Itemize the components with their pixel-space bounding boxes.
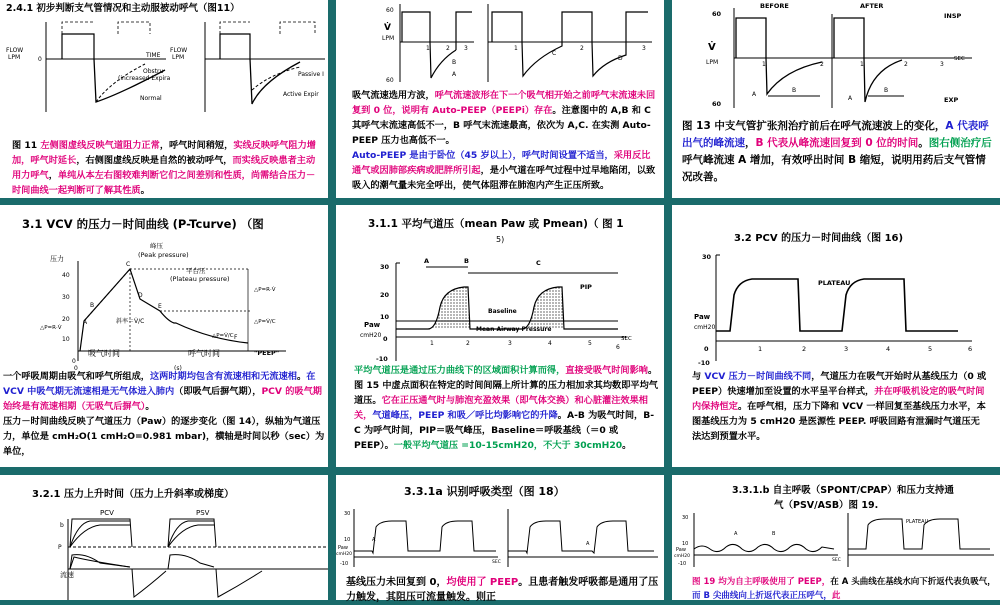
slide-title-line2: 气（PSV/ASB）图 19. [774,500,879,511]
chart-label: 峰压 [150,242,163,250]
axis-label: TIME [146,52,161,59]
point-label: C [552,50,557,57]
slide-title: 3.2.1 压力上升时间（压力上升斜率或梯度） [32,489,234,500]
chart-label: △P=R·V̇ [254,287,276,293]
axis-label: 30 [380,263,390,271]
axis-label: 30 [702,253,712,261]
axis-label: 流速 [60,571,74,579]
point-label: B [452,59,457,66]
axis-label: 3 [940,61,944,68]
caption: 图 19 均为自主呼吸使用了 PEEP，在 A 头曲线在基线水向下折返代表负吸气，而 B 尖曲线向上折返代表正压呼气，此 [692,577,996,601]
point-label: B [90,302,95,309]
curve-label: Active Expir [283,91,319,98]
axis-label: FLOW [6,47,24,54]
axis-label: 1 [514,45,518,52]
axis-label: LPM [706,59,719,66]
axis-label: Paw [338,545,348,551]
point-label: A [752,91,757,98]
slide-title: 3.1.1 平均气道压（mean Paw 或 Pmean)（ 图 1 [368,218,624,230]
chart-label: (Peak pressure) [138,251,189,259]
point-label: B [464,257,469,265]
chart-label: AFTER [860,2,884,10]
axis-label: Paw [694,313,711,321]
chart-label: Mean Airway Pressure [476,326,552,333]
axis-label: cmH20 [360,332,382,339]
axis-label: 4 [886,345,891,353]
spont-psv-chart [672,511,1000,569]
paragraph: 平均气道压是通过压力曲线下的区域面积计算而得，直接受吸气时间影响。图 15 中虚点面积在特定的时间间隔上所计算的压力相加求其均数即平均气道压。它在正压通气时与肺泡充盈效果（即气体交换）和心脏灌注效果相关，气道峰压，PEEP 和吸／呼比均影响它的升降。A-B 为吸气时间，B-C 为呼气时间，PIP＝吸气峰压，Baseline＝呼吸基线（＝0 或 PEEP）。一般平均气道压 =10-15cmH20，不大于 30cmH20。 [354,365,658,451]
chart-label: 平台压 [186,267,206,275]
point-label: B [884,87,889,94]
point-label: D [618,55,623,62]
point-label: C [126,261,131,268]
axis-label: 3 [642,45,646,52]
axis-label: 30 [682,515,689,521]
slide-mean-paw [336,205,664,467]
axis-label: 1 [426,45,430,52]
axis-label: cmH20 [336,552,352,557]
axis-label: 6 [616,344,620,351]
chart-label: "PEEP" [254,349,280,357]
axis-label: 3 [464,45,468,52]
paragraph: 基线压力未回复到 0，均使用了 PEEP。且患者触发呼吸都是通用了压力触发，其阻压可流量触发。则正 [346,577,659,603]
axis-label: 40 [62,272,70,279]
pcv-pressure-chart [672,247,1000,367]
chart-label: △P=R·V̇ [40,325,62,331]
paragraph: 与 VCV 压力－时间曲线不同，气道压力在吸气开始时从基线压力（0 或 PEEP）快速增加至设置的水平呈平台样式，并在呼吸机设定的吸气时间内保持恒定。在呼气相，压力下降和 VCV 一样回复至基线压力水平，本图基线压力为 5 cmH20 是医源性 PEEP. 呼吸回路有泄漏时气道压无法达到预置水平。 [692,371,987,442]
point-label: A [83,319,88,326]
axis-label: 0 [38,56,42,63]
axis-label: 3 [844,345,849,353]
axis-label: Paw [364,321,381,329]
curve-label: Normal [140,95,162,102]
axis-label: 10 [62,336,70,343]
chart-label: EXP [944,96,959,104]
axis-label: 5 [588,340,592,347]
axis-label: 2 [580,45,584,52]
chart-label: PIP [580,283,592,291]
chart-label: INSP [944,12,962,20]
axis-label: 60 [712,10,722,18]
axis-label: LPM [172,54,185,61]
chart-label: PCV [100,509,114,517]
slide-title: 2.4.1 初步判断支气管情况和主动服被动呼气（图11） [6,3,240,14]
point-label: A [586,541,590,547]
point-label: C [536,259,541,267]
slide-vcv-pressure [0,205,328,467]
slide-title: 3.3.1a 识别呼吸类型（图 18） [404,485,565,498]
axis-label: 60 [386,77,394,84]
axis-label: 1 [762,61,766,68]
axis-label: 0 [74,365,78,372]
axis-label: SEC [492,560,501,565]
axis-label: Paw [676,547,686,553]
point-label: A [848,95,853,102]
flow-time-chart [0,12,328,117]
axis-label: 0 [72,358,76,365]
point-label: F [234,334,238,341]
paragraph: 一个呼吸周期由吸气和呼气所组成，这两时期均包含有流速相和无流速相。在 VCV 中吸气期无流速相是无气体进入肺内（即吸气后摒气期），PCV 的吸气期始终是有流速相期（无吸气后摒气）。 压力－时间曲线反映了气道压力（Paw）的逐步变化（图 14），纵轴为气道压力，单位是 cmH₂O(1 cmH₂O=0.981 mbar)，横轴是时间以秒（sec）为单位， [3,371,325,457]
breath-type-chart [336,505,664,575]
axis-label: V̇ [708,42,716,53]
axis-label: 20 [62,316,70,323]
chart-label: PLATEAU [906,519,929,525]
slide-pcv-pressure [672,205,1000,467]
axis-label: SEC [832,558,841,563]
point-label: D [138,292,143,299]
axis-label: 2 [446,45,450,52]
auto-peep-chart [336,0,664,88]
curve-label: Obstru [143,68,164,75]
axis-label: 压力 [50,255,64,263]
chart-label: 斜率＝V̇/C [116,318,145,325]
axis-label: 20 [380,291,390,299]
axis-label: cmH20 [694,324,716,331]
axis-label: LPM [382,35,395,42]
axis-label: (s) [174,365,182,372]
point-label: B [792,87,797,94]
axis-label: P [58,544,62,551]
axis-label: 1 [758,345,763,353]
axis-label: 2 [466,340,470,347]
axis-label: 3 [508,340,512,347]
axis-label: 0 [704,345,709,353]
axis-label: -10 [698,359,710,367]
point-label: E [158,303,162,310]
axis-label: 2 [802,345,807,353]
axis-label: 2 [820,61,824,68]
slide-bronchodilator [672,0,1000,198]
caption: 图 11 左侧图虚线反映气道阻力正常，呼气时间稍短，实线反映呼气阻力增加，呼气时延长，右侧图虚线反映是自然的被动呼气，而实线反映患者主动用力呼气，单纯从本左右图较难判断它们之间差别和性质，尚需结合压力－时间曲线一起判断可了解其性质。 [12,140,316,196]
axis-label: 2 [904,61,908,68]
point-label: A [734,531,738,537]
axis-label: 6 [968,345,973,353]
axis-label: 60 [712,100,722,108]
chart-label: △P=V̇/C [254,319,276,325]
insp-time-label: 吸气时间 [88,349,120,358]
point-label: A [452,71,457,78]
slide-breath-type [336,475,664,603]
axis-label: cmH20 [674,554,690,559]
axis-label: V̇ [384,23,391,33]
slide-auto-peep [336,0,664,198]
vcv-pressure-chart [40,241,290,372]
slide-flow-time [0,0,328,198]
caption: 图 13 中支气管扩张剂治疗前后在呼气流速波上的变化，A 代表呼出气的峰流速，B 代表从峰流速回复到 0 位的时间。图右侧治疗后呼气峰流速 A 增加，有效呼出时间 B 缩短，说明用药后支气管情况改善。 [682,120,992,183]
slide-spont-psv [672,475,1000,600]
axis-label: 10 [682,541,689,547]
axis-label: FLOW [170,47,188,54]
rise-time-chart [0,505,328,600]
axis-label: -10 [340,561,349,567]
axis-label: -10 [376,355,388,363]
axis-label: 5 [928,345,933,353]
chart-label: △P=V̇/C [212,333,234,339]
axis-label: 1 [430,340,434,347]
axis-label: -10 [678,561,687,567]
axis-label: SEC [621,336,632,342]
slide-title: 3.1 VCV 的压力－时间曲线 (P-Tcurve) （图 [22,217,264,231]
chart-label: PLATEAU [818,279,851,287]
axis-label: SEC [954,56,965,62]
paragraph: 吸气流速选用方波，呼气流速波形在下一个吸气相开始之前呼气末流速未回复到 0 位，说明有 Auto-PEEP（PEEPi）存在。注意图中的 A,B 和 C 其呼气末流速高低不一，B 呼气末流速最高，依次为 A,C. 在实测 Auto-PEEP 压力也高低不一。 Auto-PEEP 是由于卧位（45 岁以上），呼气时间设置不适当，采用反比通气或因肺部疾病或肥胖所引起，是小气道在呼气过程中过早地陷闭，以致吸入的潮气量未完全呼出，使气体阻滞在肺泡内产生正压所致。 [352,90,656,191]
chart-label: PSV [196,509,210,517]
axis-label: 4 [548,340,552,347]
before-after-chart [672,0,1000,110]
axis-label: 0 [383,335,388,343]
slide-title: 3.2 PCV 的压力－时间曲线（图 16) [734,233,904,244]
axis-label: LPM [8,54,21,61]
axis-label: 30 [62,294,70,301]
point-label: A [372,537,376,543]
mean-paw-chart [336,245,664,375]
axis-label: 1 [860,61,864,68]
point-label: A [424,257,430,265]
axis-label: 30 [344,511,351,517]
chart-label: (Plateau pressure) [170,275,230,283]
exp-time-label: 呼气时间 [188,349,220,358]
axis-label: 10 [380,313,390,321]
axis-label: 10 [344,537,351,543]
curve-label: (increased Expira [118,75,171,82]
chart-label: BEFORE [760,2,789,10]
slide-title-cont: 5) [496,235,505,244]
chart-label: Baseline [488,308,517,315]
axis-label: b [60,522,64,529]
axis-label: 60 [386,7,394,14]
point-label: B [772,531,776,537]
curve-label: Passive I [298,71,324,78]
slide-rise-time [0,475,328,600]
slide-title: 3.3.1.b 自主呼吸（SPONT/CPAP）和压力支持通 [732,485,954,496]
